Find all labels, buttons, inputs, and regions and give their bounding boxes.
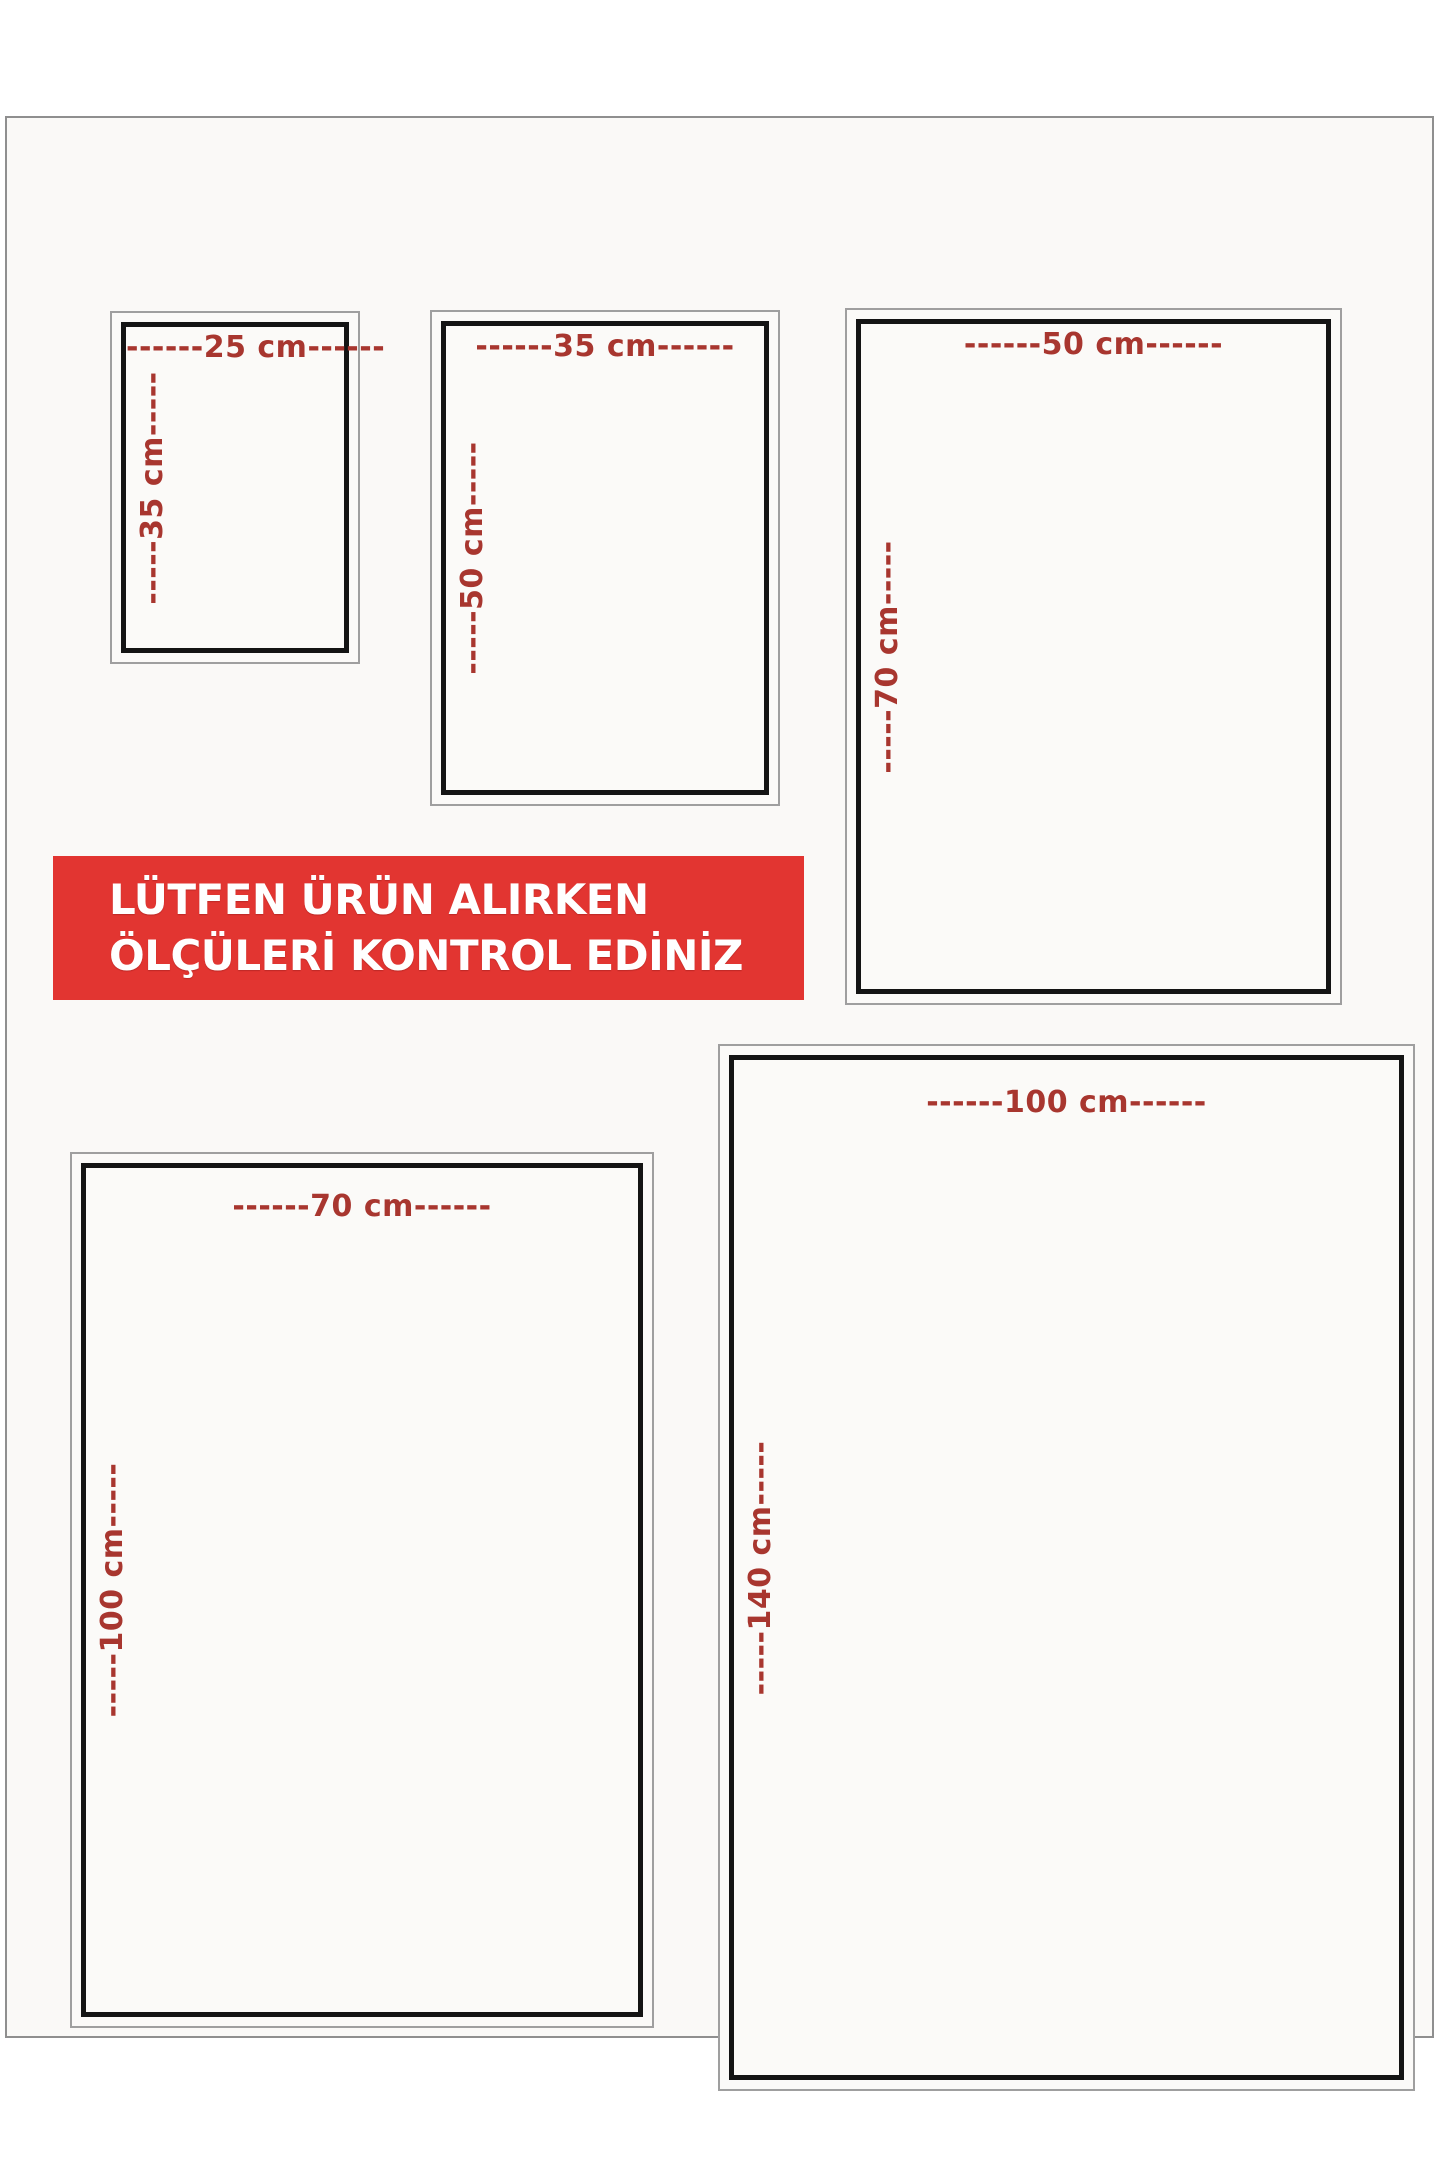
- height-dimension-label: -----140 cm-----: [743, 1440, 778, 1695]
- warning-banner: [53, 856, 804, 1000]
- height-dimension-label: -----35 cm-----: [135, 370, 170, 605]
- warning-banner-line1: LÜTFEN ÜRÜN ALIRKEN: [109, 875, 649, 924]
- size-box-70x100: [70, 1152, 654, 2028]
- size-box-100x140-frame: [729, 1055, 1404, 2080]
- width-dimension-label: ------25 cm------: [126, 330, 386, 365]
- height-dimension-label: -----70 cm-----: [870, 539, 905, 774]
- size-box-35x50-frame: [441, 321, 769, 795]
- width-dimension-label: ------100 cm------: [926, 1085, 1207, 1120]
- size-box-100x140: [718, 1044, 1415, 2091]
- width-dimension-label: ------35 cm------: [475, 329, 735, 364]
- size-box-50x70: [845, 308, 1342, 1005]
- size-box-35x50: [430, 310, 780, 806]
- height-dimension-label: -----100 cm-----: [95, 1462, 130, 1718]
- size-box-25x35: [110, 311, 386, 664]
- size-box-25x35-frame: [121, 322, 386, 653]
- warning-banner-line2: ÖLÇÜLERİ KONTROL EDİNİZ: [109, 931, 743, 980]
- width-dimension-label: ------50 cm------: [963, 327, 1224, 362]
- height-dimension-label: -----50 cm-----: [455, 441, 490, 675]
- size-box-70x100-frame: [81, 1163, 643, 2017]
- page-background: [5, 116, 1434, 2038]
- size-box-50x70-frame: [856, 319, 1331, 994]
- width-dimension-label: ------70 cm------: [232, 1189, 492, 1224]
